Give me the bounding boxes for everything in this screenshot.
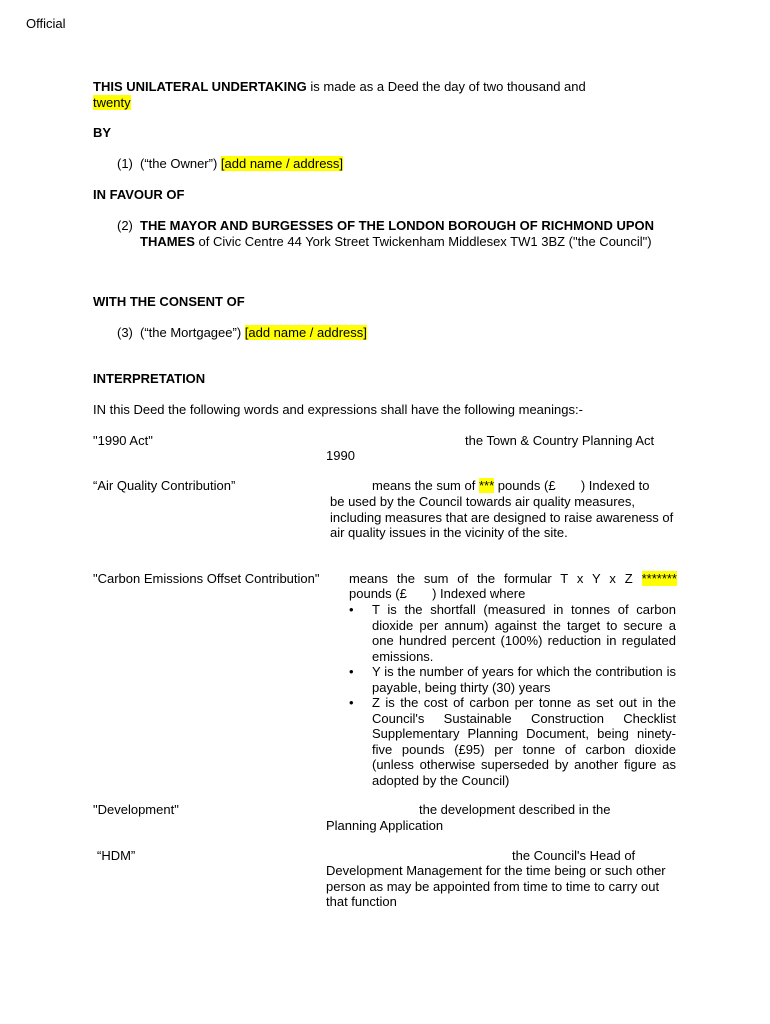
clause-number: (3) bbox=[117, 325, 133, 340]
interpretation-heading: INTERPRETATION bbox=[93, 371, 206, 386]
council-name: THE MAYOR AND BURGESSES OF THE LONDON BOROUGH OF RICHMOND UPON THAMES bbox=[140, 218, 655, 249]
carbon-amount: ******* bbox=[641, 571, 677, 586]
clause-1 bbox=[117, 156, 343, 171]
mortgagee-party: (“the Mortgagee”) bbox=[140, 325, 245, 340]
bullet-item bbox=[349, 602, 676, 664]
definition-air-quality-line1 bbox=[372, 478, 676, 494]
bullet-item bbox=[349, 664, 676, 695]
bullet-item bbox=[349, 695, 676, 788]
bullet-icon: • bbox=[349, 695, 354, 710]
bullet-text: T is the shortfall (measured in tonnes of carbon dioxide per annum) against the target to secure a one hundred percent (100%) reduction in regulated emissions. bbox=[372, 602, 676, 664]
definition-1990-act-line1: the Town & Country Planning Act bbox=[465, 433, 655, 448]
council-address: of Civic Centre 44 York Street Twickenham Middlesex TW1 3BZ ("the Council") bbox=[194, 233, 652, 249]
definition-development-line2: Planning Application bbox=[326, 818, 444, 833]
interpretation-intro: IN this Deed the following words and expressions shall have the following meanings:- bbox=[93, 402, 583, 417]
bullet-icon: • bbox=[349, 602, 354, 617]
bullet-icon: • bbox=[349, 664, 354, 679]
definition-1990-act-line2: 1990 bbox=[326, 448, 355, 463]
carbon-pre: means the sum of the formular T x Y x Z bbox=[349, 571, 642, 586]
clause-number: (1) bbox=[117, 156, 133, 171]
mortgagee-placeholder: [add name / address] bbox=[244, 325, 367, 340]
term-1990-act: "1990 Act" bbox=[93, 433, 153, 448]
owner-party: (“the Owner”) bbox=[140, 156, 221, 171]
title: THIS UNILATERAL UNDERTAKING bbox=[93, 79, 307, 94]
bullet-text: Y is the number of years for which the contribution is payable, being thirty (30) years bbox=[372, 664, 676, 695]
term-air-quality: “Air Quality Contribution” bbox=[93, 478, 236, 493]
definition-carbon-line1 bbox=[349, 571, 677, 587]
consent-heading: WITH THE CONSENT OF bbox=[93, 294, 245, 309]
definition-carbon-line2: pounds (£ ) Indexed where bbox=[349, 586, 526, 601]
clause-3 bbox=[117, 325, 367, 340]
definition-air-quality-rest: be used by the Council towards air quality measures, including measures that are designed to raise awareness of air quality issues in the vicinity of the site. bbox=[330, 494, 674, 540]
term-development: "Development" bbox=[93, 802, 179, 817]
opening-paragraph bbox=[93, 79, 653, 110]
definition-hdm-rest: Development Management for the time being or such other person as may be appointed from time to time to carry out that function bbox=[326, 863, 666, 909]
favour-heading: IN FAVOUR OF bbox=[93, 187, 185, 202]
definition-hdm-line1: the Council's Head of bbox=[512, 848, 636, 863]
air-quality-pre: means the sum of bbox=[372, 478, 479, 493]
year-highlight: twenty bbox=[93, 94, 131, 110]
air-quality-amount: *** bbox=[478, 478, 495, 493]
definition-development-line1: the development described in the bbox=[419, 802, 611, 817]
air-quality-post: pounds (£ ) Indexed to bbox=[494, 478, 650, 493]
classification-label: Official bbox=[26, 16, 66, 31]
owner-placeholder: [add name / address] bbox=[220, 156, 344, 171]
clause-2-number: (2) bbox=[117, 218, 133, 233]
by-heading: BY bbox=[93, 125, 112, 140]
bullet-text: Z is the cost of carbon per tonne as set out in the Council's Sustainable Construction Checklist Supplementary Planning Document, being ninety-five pounds (£95) per tonne of carbon dioxide (unless otherwise superseded by another figure as adopted by the Council) bbox=[372, 695, 676, 788]
opening-text: is made as a Deed the day of two thousand and bbox=[306, 79, 586, 94]
term-carbon-emissions: "Carbon Emissions Offset Contribution" bbox=[93, 571, 320, 586]
clause-2-body bbox=[140, 218, 670, 249]
term-hdm: “HDM” bbox=[97, 848, 136, 863]
carbon-bullets bbox=[349, 602, 676, 788]
